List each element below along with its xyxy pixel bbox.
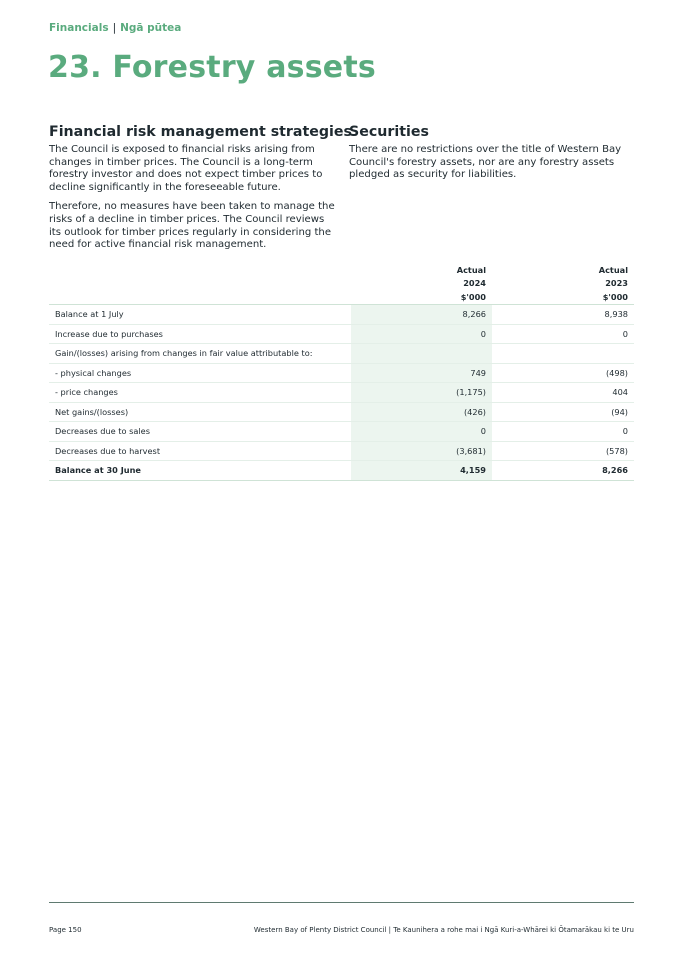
row-value-2024: (426)	[351, 402, 492, 422]
table-total-row	[49, 461, 634, 481]
row-value-2023: (94)	[492, 402, 634, 422]
row-label: - physical changes	[49, 363, 351, 383]
forestry-assets-table	[49, 262, 634, 481]
row-value-2024	[351, 344, 492, 364]
securities-section	[349, 124, 633, 189]
risk-management-section	[49, 124, 352, 259]
row-label: Decreases due to sales	[49, 422, 351, 442]
row-value-2024: (3,681)	[351, 441, 492, 461]
risk-management-heading: Financial risk management strategies	[49, 124, 352, 140]
page-number: Page 150	[49, 926, 82, 934]
row-value-2024: 0	[351, 422, 492, 442]
row-value-2024: 8,266	[351, 305, 492, 325]
row-label: - price changes	[49, 383, 351, 403]
total-label: Balance at 30 June	[49, 461, 351, 481]
table-row	[49, 402, 634, 422]
breadcrumb-section-maori: Ngā pūtea	[120, 22, 182, 34]
row-value-2023	[492, 344, 634, 364]
table-row	[49, 441, 634, 461]
total-value-2023: 8,266	[492, 461, 634, 481]
column-header-2024	[351, 262, 492, 305]
row-label: Net gains/(losses)	[49, 402, 351, 422]
column-header-2024-line3: $'000	[460, 291, 486, 302]
row-value-2023: 0	[492, 422, 634, 442]
footer-divider	[49, 902, 634, 903]
table-header-row	[49, 262, 634, 305]
row-value-2024: 0	[351, 324, 492, 344]
column-header-2023-line2: 2023	[605, 278, 628, 288]
table-row	[49, 383, 634, 403]
row-label: Increase due to purchases	[49, 324, 351, 344]
column-header-2023-line3: $'000	[602, 291, 628, 302]
row-value-2023: 0	[492, 324, 634, 344]
row-value-2023: 8,938	[492, 305, 634, 325]
column-header-2024-line1: Actual	[456, 264, 486, 275]
page-title: 23. Forestry assets	[48, 50, 376, 85]
column-header-2023	[492, 262, 634, 305]
row-value-2024: (1,175)	[351, 383, 492, 403]
row-value-2023: (578)	[492, 441, 634, 461]
footer-organisation: Western Bay of Plenty District Council | Te Kaunihera a rohe mai i Ngā Kuri-a-Whārei ki Ōtamarākau ki te Uru	[253, 926, 634, 934]
risk-paragraph-1: The Council is exposed to financial risks arising from changes in timber prices. The Council is a long-term forestry investor and does not expect timber prices to decline significantly in the foreseeable future.	[49, 144, 323, 193]
breadcrumb	[49, 22, 181, 34]
row-value-2024: 749	[351, 363, 492, 383]
row-label: Gain/(losses) arising from changes in fair value attributable to:	[49, 344, 351, 364]
table-row	[49, 324, 634, 344]
table-row	[49, 305, 634, 325]
column-header-2023-line1: Actual	[598, 264, 628, 275]
breadcrumb-separator: |	[112, 22, 117, 34]
table-row	[49, 344, 634, 364]
table-header-label	[49, 262, 351, 305]
row-value-2023: 404	[492, 383, 634, 403]
total-value-2024: 4,159	[351, 461, 492, 481]
column-header-2024-line2: 2024	[463, 278, 486, 288]
row-label: Decreases due to harvest	[49, 441, 351, 461]
breadcrumb-section: Financials	[49, 22, 109, 34]
risk-paragraph-2: Therefore, no measures have been taken to manage the risks of a decline in timber prices. The Council reviews its outlook for timber prices regularly in considering the need for active financial risk management.	[49, 201, 335, 251]
row-value-2023: (498)	[492, 363, 634, 383]
table-row	[49, 422, 634, 442]
row-label: Balance at 1 July	[49, 305, 351, 325]
table-row	[49, 363, 634, 383]
securities-paragraph: There are no restrictions over the title of Western Bay Council's forestry assets, nor are any forestry assets pledged as security for liabilities.	[349, 144, 622, 181]
securities-heading: Securities	[349, 124, 429, 140]
